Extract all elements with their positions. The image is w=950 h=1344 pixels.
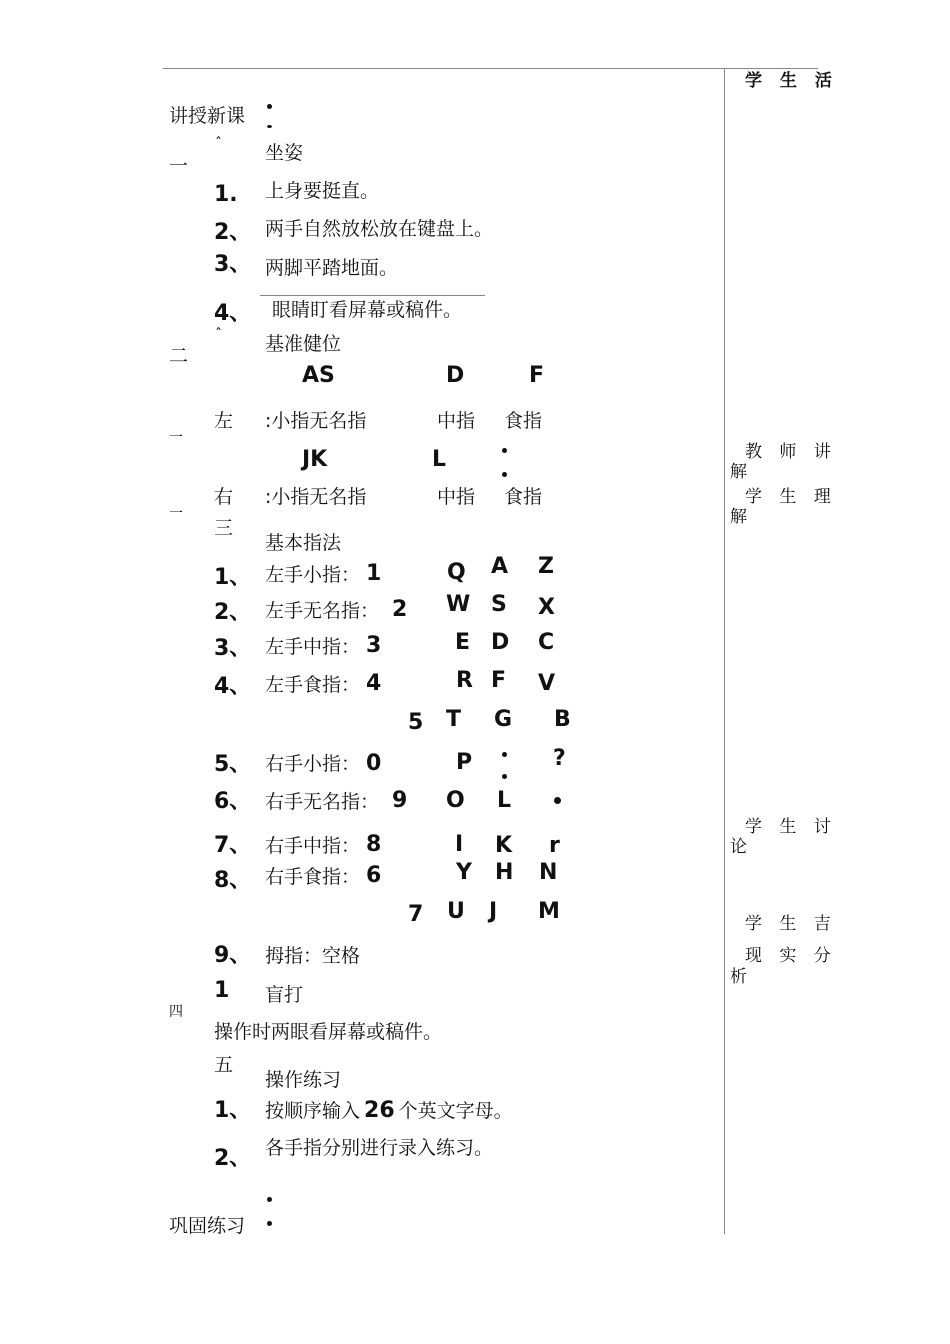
home-keys-title: 基准健位 (265, 333, 342, 355)
fingering-num: 9、 (214, 943, 252, 968)
key-label: U (447, 899, 465, 924)
fingering-digit: 9 (392, 788, 408, 813)
right-fingers: :小指无名指 (265, 486, 367, 508)
fingering-text: 拇指：空格 (265, 945, 361, 967)
key-label: r (549, 833, 560, 858)
bullet-dot (267, 1221, 272, 1226)
sitting-num: 1. (214, 182, 238, 207)
key-label: D (446, 363, 465, 388)
key-label: C (538, 630, 555, 655)
section-two: 二 (169, 345, 189, 367)
sitting-text: 上身要挺直。 (265, 180, 380, 202)
key-label: I (455, 832, 464, 857)
fingering-num: 5、 (214, 752, 252, 777)
key-label: K (495, 833, 513, 858)
semicolon-key-dot (502, 472, 507, 477)
section-dash: 一 (169, 506, 183, 522)
student-discuss-2: 论 (730, 837, 753, 857)
label-practice: 巩固练习 (169, 1215, 246, 1237)
key-label: Z (538, 554, 554, 579)
key-label: R (456, 668, 473, 693)
key-label: O (446, 788, 465, 813)
section-five: 五 (214, 1054, 234, 1076)
key-label: V (538, 671, 556, 696)
fingering-digit: 8 (366, 832, 382, 857)
section-three: 三 (214, 517, 234, 539)
student-show-1: 学 生 吉 (745, 914, 837, 934)
fingering-digit: 3 (366, 633, 382, 658)
section-caret: ˆ (215, 327, 222, 343)
label-teach-new-lesson: 讲授新课 (169, 105, 246, 127)
bullet-dot (267, 104, 272, 109)
fingering-digit: 0 (366, 751, 382, 776)
key-label: Y (456, 860, 472, 885)
student-understand: 学 生 理 (745, 487, 837, 507)
right-index-finger: 食指 (504, 486, 543, 508)
fingering-text: 右手小指： (265, 753, 361, 775)
key-label: J (489, 899, 498, 924)
key-label: L (432, 447, 447, 472)
fingering-digit: 4 (366, 671, 382, 696)
bullet-dot (267, 1197, 272, 1202)
fingering-digit: 2 (392, 597, 408, 622)
sitting-text: 两脚平踏地面。 (265, 257, 399, 279)
exercise-num: 2、 (214, 1146, 252, 1171)
left-fingers: :小指无名指 (265, 410, 367, 432)
key-label: F (529, 363, 545, 388)
column-divider (724, 68, 725, 1234)
sitting-text: 两手自然放松放在键盘上。 (265, 218, 494, 240)
student-discuss-1: 学 生 讨 (745, 817, 837, 837)
fingering-num: 8、 (214, 868, 252, 893)
fingering-text: 左手小指： (265, 564, 361, 586)
section-one: 一 (169, 155, 189, 177)
key-label: B (554, 707, 571, 732)
key-label: F (491, 668, 507, 693)
key-label: H (495, 860, 514, 885)
sitting-underline (260, 295, 485, 296)
key-label: X (538, 595, 555, 620)
key-label: A (491, 554, 509, 579)
fingering-text: 左手食指： (265, 674, 361, 696)
fingering-text: 左手中指： (265, 636, 361, 658)
key-label: D (491, 630, 510, 655)
top-rule (163, 68, 818, 69)
exercise-title: 操作练习 (265, 1069, 342, 1091)
semicolon-key-dot (502, 448, 507, 453)
key-label: M (538, 899, 560, 924)
left-index-finger: 食指 (504, 410, 543, 432)
sitting-title: 坐姿 (265, 142, 304, 164)
exercise-text (265, 1098, 513, 1124)
sitting-num: 4、 (214, 301, 252, 326)
blind-num: 1 (214, 978, 230, 1003)
student-understand-cut-wrap (730, 506, 770, 527)
key-label: S (491, 592, 507, 617)
section-dash: 一 (169, 430, 183, 446)
key-label: AS (302, 363, 335, 388)
fingering-num: 2、 (214, 600, 252, 625)
fingering-num: 3、 (214, 636, 252, 661)
section-caret: ˆ (215, 136, 222, 152)
student-show-2: 现 实 分 (745, 946, 837, 966)
bullet-dot (267, 125, 272, 128)
key-label: ? (553, 746, 566, 771)
left-middle-finger: 中指 (437, 410, 476, 432)
student-show-cut: 析 (730, 967, 753, 987)
key-label: T (446, 707, 462, 732)
right-middle-finger: 中指 (437, 486, 476, 508)
sitting-text: 眼睛盯看屏幕或稿件。 (272, 299, 463, 321)
key-label: E (455, 630, 471, 655)
fingering-text: 右手食指： (265, 866, 361, 888)
fingering-title: 基本指法 (265, 532, 342, 554)
left-hand-label: 左 (214, 410, 234, 432)
sitting-num: 2、 (214, 220, 252, 245)
fingering-text: 右手中指： (265, 835, 361, 857)
fingering-digit: 1 (366, 561, 382, 586)
section-four: 四 (169, 1004, 183, 1020)
exercise-text: 各手指分别进行录入练习。 (265, 1137, 494, 1159)
fingering-num: 4、 (214, 674, 252, 699)
fingering-digit: 5 (408, 710, 424, 735)
semicolon-key-dot (502, 774, 507, 779)
teacher-explain-2: 解 (730, 462, 753, 482)
fingering-num: 7、 (214, 833, 252, 858)
fingering-text: 右手无名指： (265, 791, 380, 813)
key-label: Q (447, 560, 466, 585)
right-hand-label: 右 (214, 486, 234, 508)
blind-text: 操作时两眼看屏幕或稿件。 (214, 1021, 443, 1043)
exercise-pre: 按顺序输入 (265, 1100, 361, 1122)
key-label: G (494, 707, 513, 732)
period-key-dot (554, 797, 561, 804)
key-label: L (497, 788, 512, 813)
fingering-text: 左手无名指： (265, 600, 380, 622)
semicolon-key-dot (502, 752, 507, 757)
sitting-num: 3、 (214, 252, 252, 277)
exercise-post: 个英文字母。 (398, 1100, 513, 1122)
teacher-explain-1: 教 师 讲 (745, 442, 837, 462)
fingering-digit: 6 (366, 863, 382, 888)
fingering-num: 6、 (214, 789, 252, 814)
blind-title: 盲打 (265, 984, 304, 1006)
fingering-num: 1、 (214, 565, 252, 590)
student-understand-cut: 解 (730, 507, 753, 527)
key-label: JK (302, 447, 328, 472)
right-header: 学 生 活 (745, 71, 838, 91)
key-label: P (456, 750, 473, 775)
key-label: N (539, 860, 558, 885)
student-show-cut-wrap (730, 966, 770, 987)
key-label: W (446, 592, 471, 617)
exercise-num: 1、 (214, 1098, 252, 1123)
exercise-count: 26 (364, 1098, 395, 1123)
fingering-digit: 7 (408, 902, 424, 927)
